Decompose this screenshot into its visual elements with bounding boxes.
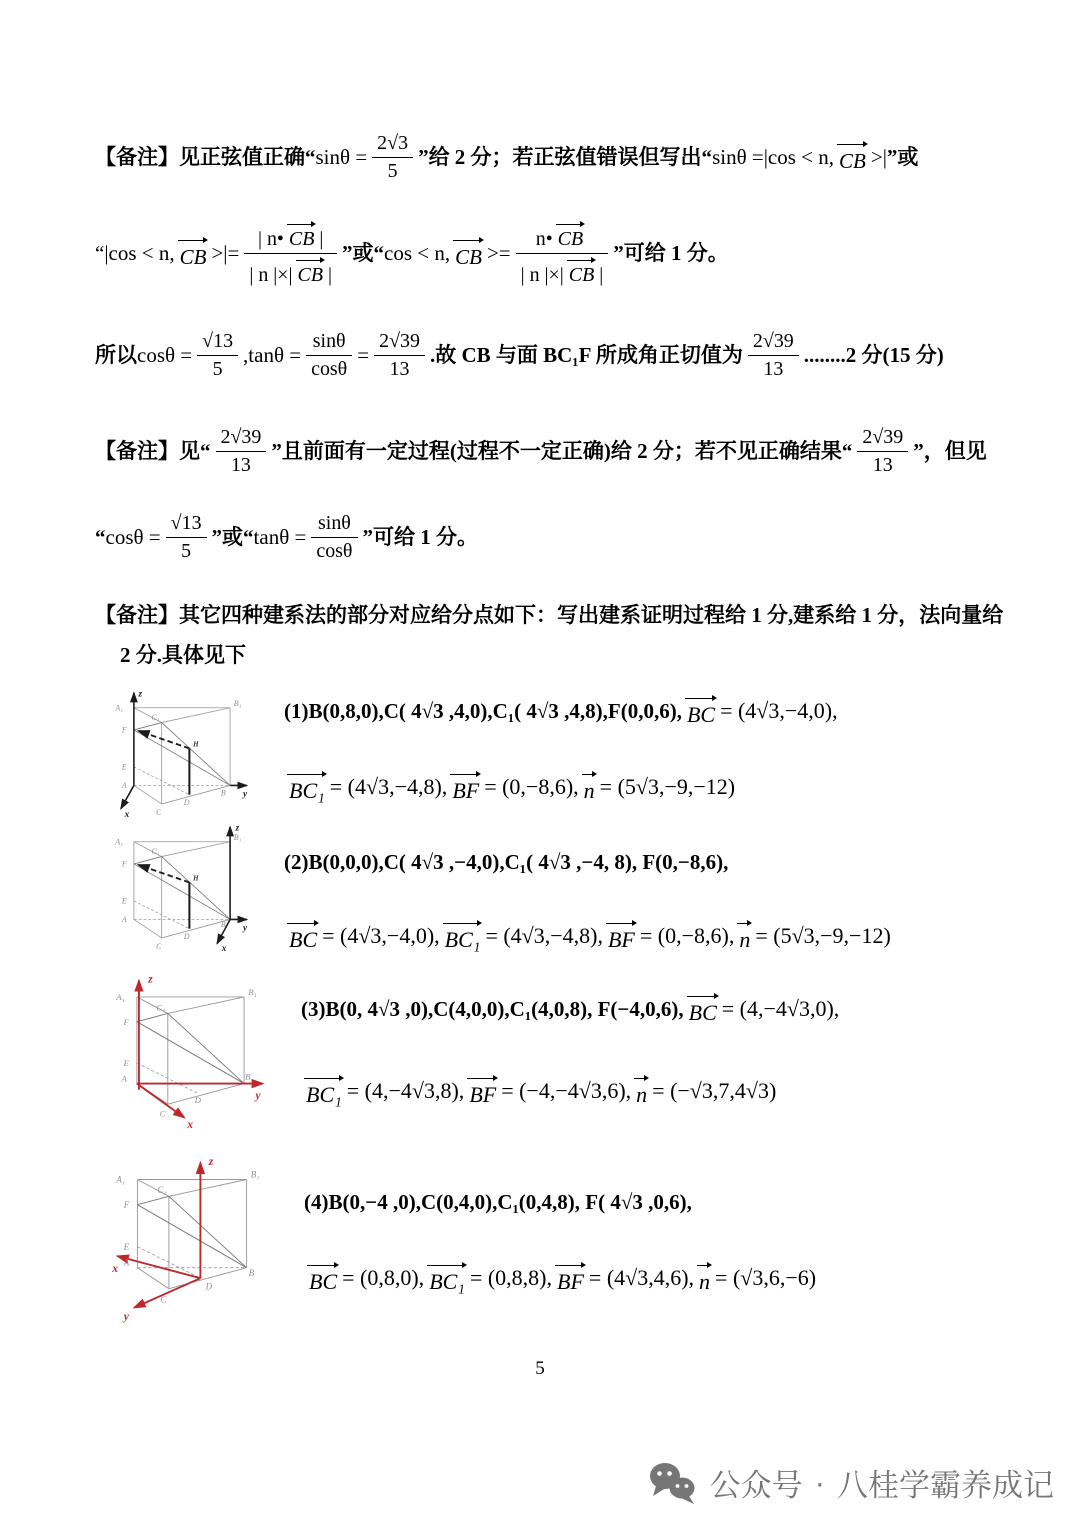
comma: , — [243, 342, 249, 367]
footer-account-name: 八桂学霸养成记 — [837, 1468, 1054, 1503]
fraction — [857, 424, 908, 478]
system-3-line2 — [301, 1074, 1008, 1108]
fraction-denominator: cosθ — [311, 537, 357, 564]
vertex-label-f: F — [121, 725, 127, 735]
system-3-line1 — [301, 992, 1008, 1026]
coordinate-diagram-3 — [108, 966, 273, 1136]
note1-line1 — [95, 130, 1005, 184]
note3-or: ”或“ — [211, 524, 254, 549]
vector-cb: CB — [837, 140, 868, 174]
hidden-edges — [134, 767, 230, 795]
vector-cb: CB — [287, 220, 316, 251]
y-axis-label: y — [123, 1311, 129, 1324]
prism-diagram-2-svg — [108, 814, 256, 955]
fraction-numerator: 2√39 — [862, 426, 904, 448]
fraction — [311, 510, 357, 564]
hidden-edges — [137, 1247, 246, 1278]
math-cos: cosθ = — [105, 524, 161, 549]
note1-scoring-text: ”给 2 分；若正弦值错误但写出“ — [418, 144, 713, 169]
fraction-numerator: √13 — [202, 330, 234, 352]
note3-line2 — [95, 510, 1005, 564]
vector-bf: BF — [555, 1261, 586, 1295]
vertex-label-b: B — [245, 1071, 251, 1082]
vertex-label-b: B — [220, 919, 226, 929]
vector-cb: CB — [296, 256, 325, 287]
point-label-h: H — [193, 875, 199, 883]
fraction — [748, 328, 799, 382]
note1-end: ”可给 1 分。 — [613, 240, 729, 265]
note3-end: ”可给 1 分。 — [362, 524, 478, 549]
math-equals: >|= — [211, 240, 240, 265]
vertex-label-b: B — [248, 1268, 255, 1279]
score-text: ........2 分(15 分) — [803, 342, 944, 367]
math-cos: cosθ = — [137, 342, 193, 367]
vector-equation: = (5√3,−9,−12) — [599, 774, 736, 799]
note4-text2: 2 分.具体见下 — [120, 643, 246, 668]
system-2-line1 — [284, 850, 1008, 875]
fraction — [374, 328, 425, 382]
vector-n: n — [582, 770, 597, 804]
vector-equation: = (5√3,−9,−12) — [755, 923, 891, 948]
conclusion-paragraph — [95, 328, 1005, 382]
den-text: | n |×| — [249, 263, 293, 286]
z-axis-label: z — [208, 1155, 214, 1168]
fraction — [166, 510, 207, 564]
system-4-formulas — [276, 1148, 1008, 1329]
hidden-edges — [134, 901, 230, 929]
face-diagonals — [137, 1013, 244, 1083]
y-axis-label: y — [243, 922, 248, 933]
coordinate-diagram-4 — [108, 1148, 276, 1329]
fraction-numerator: 2√39 — [752, 330, 794, 352]
vector-bc: BC — [307, 1261, 339, 1295]
face-diagonals — [134, 857, 230, 920]
vector-cb: CB — [567, 256, 596, 287]
hidden-edges — [137, 1063, 244, 1094]
x-axis-label: x — [221, 942, 227, 953]
prism-diagram-4-svg — [108, 1148, 276, 1324]
page-number: 5 — [535, 1358, 545, 1379]
vector-bc: BC — [287, 919, 319, 953]
coordinate-diagram-2 — [108, 814, 256, 960]
system-1-line1 — [284, 694, 1008, 728]
fraction-numerator: √13 — [170, 511, 202, 534]
num-text: n• — [535, 227, 553, 250]
vector-cb: CB — [556, 220, 585, 251]
y-axis-label: y — [255, 1090, 261, 1103]
fraction — [372, 130, 413, 184]
vertex-label-d: D — [183, 931, 190, 941]
footer-separator: · — [814, 1464, 825, 1500]
vector-equation: = (0,8,8), — [469, 1265, 553, 1290]
vector-equation: = (0,−8,6), — [639, 923, 735, 948]
note1-lead: 【备注】见正弦值正确“ — [95, 144, 316, 169]
math-sin-value: sinθ = — [315, 144, 368, 169]
wechat-icon — [648, 1461, 698, 1505]
z-axis-label: z — [235, 822, 240, 833]
axis-labels — [221, 823, 248, 953]
system-2-formulas — [256, 814, 1008, 960]
vector-n: n — [737, 919, 752, 953]
prism-edges — [137, 997, 244, 1104]
fraction-denominator: cosθ — [306, 355, 352, 382]
note4-line1 — [95, 602, 1005, 628]
note4-line2 — [95, 642, 1005, 668]
math-geq: >= — [486, 240, 511, 265]
fraction-denominator — [244, 253, 337, 288]
system-row-2 — [108, 814, 1008, 960]
normal-vector-arrow — [139, 865, 190, 883]
y-axis — [134, 1278, 200, 1307]
note-paragraph-2 — [95, 424, 1005, 564]
fraction-numerator: 2√39 — [220, 426, 262, 448]
so-text: 所以 — [95, 342, 137, 367]
coordinate-diagram-1 — [108, 680, 256, 826]
vector-bc1: BC₁ — [304, 1074, 344, 1108]
vertex-label-c: C — [160, 1294, 167, 1305]
z-axis-label: z — [138, 688, 143, 699]
vertex-label-a1: A₁ — [115, 837, 123, 847]
den-text: | n |×| — [520, 263, 564, 286]
vector-equation: = (4√3,−4,8), — [329, 774, 448, 799]
quote-open: “ — [95, 524, 106, 549]
vector-equation: = (4,−4√3,0), — [721, 996, 840, 1021]
vector-equation: = (−4,−4√3,6), — [501, 1078, 632, 1103]
vertex-label-d: D — [194, 1095, 201, 1106]
face-diagonals — [134, 723, 230, 786]
vertex-label-d: D — [205, 1281, 213, 1292]
note1-or2: ”或“ — [342, 240, 384, 265]
system-4-line1 — [304, 1190, 1008, 1215]
fraction-denominator: 5 — [166, 537, 207, 564]
note3-tail: ”，但见 — [913, 438, 987, 463]
fraction-denominator: 13 — [374, 355, 425, 382]
system-row-4 — [108, 1148, 1008, 1329]
fraction-denominator: 13 — [748, 355, 799, 382]
note1-line2 — [95, 218, 1005, 288]
vector-bf: BF — [450, 770, 481, 804]
vector-equation: = (−√3,7,4√3) — [652, 1078, 777, 1103]
footer-account-label: 公众号 — [709, 1468, 803, 1503]
math-tan: tanθ = — [248, 342, 302, 367]
system-row-3 — [108, 966, 1008, 1136]
footer-watermark — [648, 1460, 1054, 1505]
point-label-h: H — [193, 741, 199, 749]
conclusion-text: .故 CB 与面 BC₁F 所成角正切值为 — [429, 342, 743, 367]
fraction — [516, 218, 609, 288]
x-axis — [117, 1256, 200, 1278]
fraction — [306, 328, 352, 382]
vertex-label-b1: B₁ — [248, 986, 257, 997]
system-3-formulas — [273, 966, 1008, 1136]
vector-equation: = (0,8,0), — [342, 1265, 425, 1290]
fraction — [197, 328, 238, 382]
fraction-denominator: 5 — [197, 355, 238, 382]
vertex-label-c1: C₁ — [151, 712, 160, 722]
vector-n: n — [634, 1074, 649, 1108]
vertex-label-c1: C₁ — [156, 1002, 166, 1013]
vector-equation: = (4√3,4,6), — [588, 1265, 695, 1290]
note4-text1: 【备注】其它四种建系法的部分对应给分点如下：写出建系证明过程给 1 分,建系给 1 分，法向量给 — [95, 603, 1004, 627]
vertex-label-a: A — [121, 1073, 127, 1084]
fraction-denominator: 13 — [857, 451, 908, 478]
vector-equation: = (4√3,−4,0), — [322, 923, 440, 948]
fraction-numerator: 2√3 — [377, 132, 409, 154]
axes — [121, 693, 247, 809]
vertex-label-a: A — [121, 915, 127, 925]
x-axis-label: x — [187, 1118, 194, 1131]
den-text: | — [328, 263, 332, 286]
vertex-label-a1: A₁ — [115, 703, 123, 713]
vertex-label-a1: A₁ — [116, 992, 125, 1003]
x-axis-label: x — [124, 808, 130, 819]
vertex-label-a: A — [123, 1257, 130, 1268]
vector-equation: = (4,−4√3,8), — [346, 1078, 465, 1103]
vertex-label-f: F — [123, 1199, 130, 1210]
fraction-numerator: sinθ — [318, 511, 351, 534]
fraction-denominator — [516, 253, 609, 288]
fraction-numerator: sinθ — [312, 330, 346, 352]
den-text: | — [599, 263, 604, 286]
prism-diagram-1-svg — [108, 680, 256, 821]
note-paragraph-3 — [95, 602, 1005, 669]
vertex-label-a: A — [121, 781, 127, 791]
coordinates-text: (1)B(0,8,0),C( 4√3 ,4,0),C₁( 4√3 ,4,8),F(0,0,6), — [284, 698, 682, 723]
normal-vector-arrow — [139, 731, 190, 749]
z-axis-label: z — [148, 973, 153, 986]
math-sin-cos-expr: sinθ =|cos < n, — [712, 144, 835, 169]
fraction — [244, 218, 337, 288]
fraction-denominator: 5 — [372, 157, 413, 184]
fraction-numerator — [244, 218, 337, 253]
coordinates-text: (4)B(0,−4 ,0),C(0,4,0),C₁(0,4,8), F( 4√3 ,0,6), — [304, 1190, 692, 1214]
system-2-line2 — [284, 919, 1008, 953]
vertex-label-b1: B₁ — [233, 698, 242, 708]
note3-mid: ”且前面有一定过程(过程不一定正确)给 2 分；若不见正确结果“ — [271, 438, 853, 463]
vertex-label-c1: C₁ — [151, 846, 160, 856]
math-cos-expr2: cos < n, — [384, 240, 451, 265]
vector-n: n — [697, 1261, 712, 1295]
fraction-numerator — [516, 218, 609, 253]
math-cos-open: “|cos < n, — [95, 240, 175, 265]
math-tan: tanθ = — [253, 524, 307, 549]
vertex-label-e: E — [121, 762, 127, 772]
face-diagonals — [137, 1196, 246, 1267]
fraction-denominator: 13 — [216, 451, 267, 478]
vector-equation: = (4√3,−4,8), — [485, 923, 603, 948]
vertex-label-c: C — [156, 808, 162, 818]
vector-cb: CB — [178, 236, 209, 270]
vertex-label-b1: B₁ — [233, 832, 242, 842]
prism-diagram-3-svg — [108, 966, 273, 1131]
vector-cb: CB — [453, 236, 484, 270]
vertex-label-b: B — [220, 788, 226, 798]
vector-bf: BF — [606, 919, 637, 953]
fraction-numerator: 2√39 — [379, 330, 420, 352]
note-paragraph-1 — [95, 130, 1005, 288]
vector-bc1: BC₁ — [287, 770, 327, 804]
note1-or: ”或 — [886, 144, 919, 169]
vector-bc1: BC₁ — [427, 1261, 467, 1295]
note3-lead: 【备注】见“ — [95, 438, 211, 463]
vertex-label-a1: A₁ — [116, 1174, 125, 1185]
vector-equation: = (0,−8,6), — [484, 774, 579, 799]
vector-bf: BF — [467, 1074, 498, 1108]
vector-bc1: BC₁ — [443, 919, 483, 953]
num-text: | n• — [257, 227, 284, 250]
vector-equation: = (√3,6,−6) — [715, 1265, 817, 1290]
vertex-label-c: C — [156, 942, 162, 952]
fraction — [216, 424, 267, 478]
vertex-label-d: D — [183, 797, 190, 807]
vector-bc: BC — [687, 992, 719, 1026]
note3-line1 — [95, 424, 1005, 478]
vertex-label-b1: B₁ — [250, 1169, 260, 1180]
vector-equation: = (4√3,−4,0), — [720, 698, 838, 723]
system-1-line2 — [284, 770, 1008, 804]
prism-edges — [134, 708, 230, 804]
vertex-label-f: F — [123, 1016, 129, 1027]
x-axis-label: x — [112, 1262, 118, 1275]
vector-bc: BC — [685, 694, 717, 728]
coordinates-text: (2)B(0,0,0),C( 4√3 ,−4,0),C₁( 4√3 ,−4, 8), F(0,−8,6), — [284, 850, 729, 874]
system-1-formulas — [256, 680, 1008, 826]
y-axis-label: y — [243, 788, 248, 799]
vertex-label-c: C — [159, 1108, 166, 1119]
num-text: | — [319, 227, 324, 250]
prism-edges — [134, 842, 230, 938]
vertex-label-e: E — [123, 1241, 130, 1252]
equals: = — [357, 342, 370, 367]
system-4-line2 — [304, 1261, 1008, 1295]
system-row-1 — [108, 680, 1008, 826]
vertex-label-e: E — [123, 1058, 129, 1069]
prism-edges — [137, 1179, 246, 1288]
vertex-label-f: F — [121, 859, 127, 869]
coordinates-text: (3)B(0, 4√3 ,0),C(4,0,0),C₁(4,0,8), F(−4,0,6), — [301, 996, 684, 1021]
vertex-label-c1: C₁ — [157, 1185, 167, 1196]
vertex-label-e: E — [121, 896, 127, 906]
conclusion-line — [95, 328, 1005, 382]
math-close: >| — [870, 144, 887, 169]
